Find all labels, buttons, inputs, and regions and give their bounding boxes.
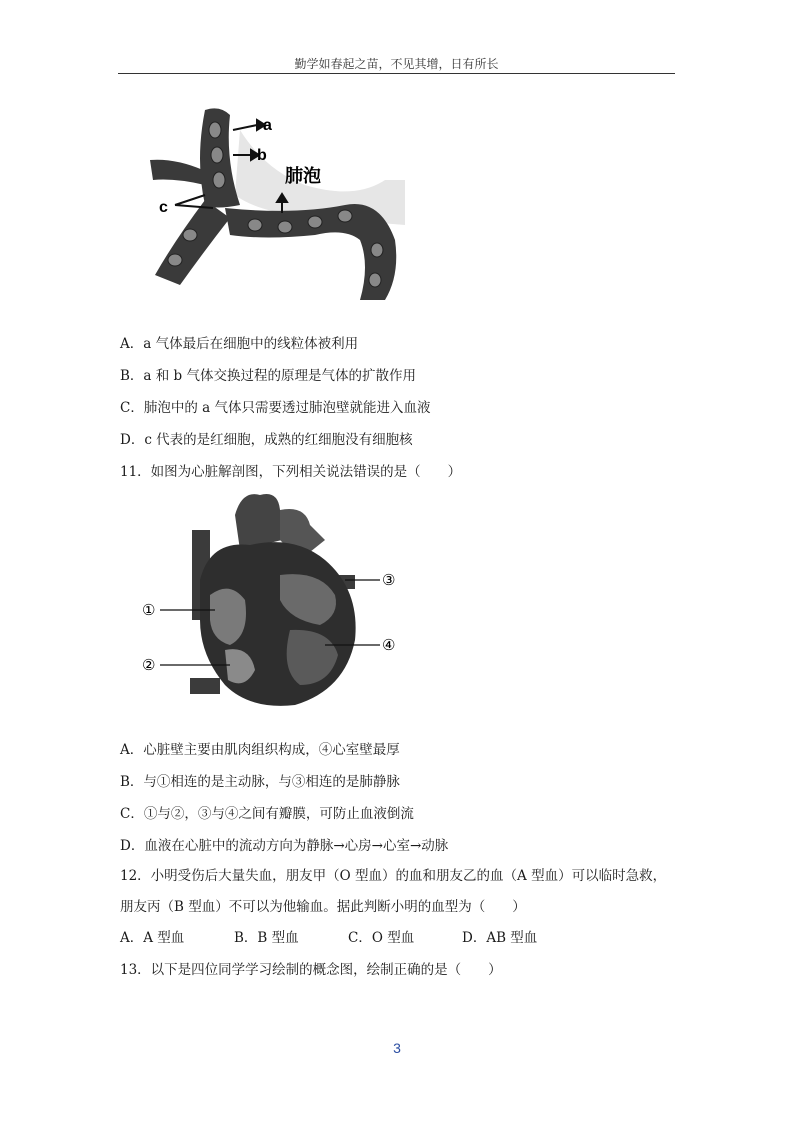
q11-option-b: B．与①相连的是主动脉，与③相连的是肺静脉 bbox=[120, 774, 400, 790]
label-b: b bbox=[257, 147, 267, 164]
alveolus-capillary-figure bbox=[145, 100, 410, 310]
heart-label-1: ① bbox=[142, 602, 156, 619]
q12-stem-line1: 12．小明受伤后大量失血，朋友甲（O 型血）的血和朋友乙的血（A 型血）可以临时急救， bbox=[120, 868, 667, 884]
q11-option-c: C．①与②，③与④之间有瓣膜，可防止血液倒流 bbox=[120, 806, 414, 822]
q11-stem: 11．如图为心脏解剖图，下列相关说法错误的是（ ） bbox=[120, 464, 462, 480]
heart-label-3: ③ bbox=[382, 572, 396, 589]
q11-option-a: A．心脏壁主要由肌肉组织构成，④心室壁最厚 bbox=[120, 742, 400, 758]
page-header-motto: 勤学如春起之苗，不见其增，日有所长 bbox=[294, 57, 499, 71]
page-number: 3 bbox=[393, 1040, 401, 1056]
q12-option-d: D．AB 型血 bbox=[462, 930, 538, 946]
label-a: a bbox=[263, 117, 272, 134]
q12-stem-line2: 朋友丙（B 型血）不可以为他输血。据此判断小明的血型为（ ） bbox=[120, 899, 526, 915]
q12-option-b: B．B 型血 bbox=[234, 930, 299, 946]
q10-option-c: C．肺泡中的 a 气体只需要透过肺泡壁就能进入血液 bbox=[120, 400, 431, 416]
q11-option-d: D．血液在心脏中的流动方向为静脉→心房→心室→动脉 bbox=[120, 838, 449, 854]
q10-option-a: A．a 气体最后在细胞中的线粒体被利用 bbox=[120, 336, 359, 352]
label-c: c bbox=[159, 199, 168, 216]
heart-anatomy-figure bbox=[130, 480, 420, 730]
q13-stem: 13．以下是四位同学学习绘制的概念图，绘制正确的是（ ） bbox=[120, 962, 502, 978]
heart-label-4: ④ bbox=[382, 637, 396, 654]
q12-option-a: A．A 型血 bbox=[120, 930, 185, 946]
q10-option-b: B．a 和 b 气体交换过程的原理是气体的扩散作用 bbox=[120, 368, 416, 384]
heart-label-2: ② bbox=[142, 657, 156, 674]
label-alveolus: 肺泡 bbox=[285, 166, 321, 186]
q10-option-d: D．c 代表的是红细胞，成熟的红细胞没有细胞核 bbox=[120, 432, 413, 448]
q12-option-c: C．O 型血 bbox=[348, 930, 415, 946]
header-divider bbox=[118, 73, 675, 74]
